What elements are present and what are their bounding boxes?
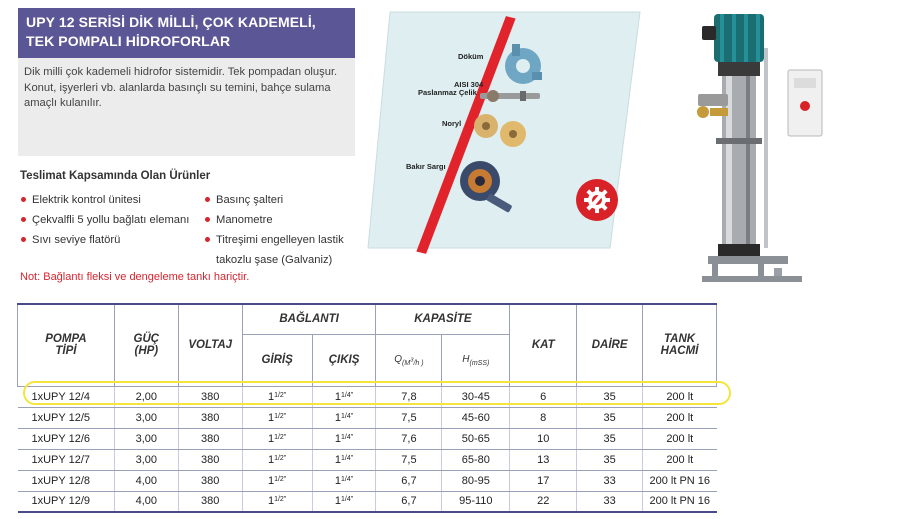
cell-kat: 10	[510, 428, 577, 449]
cell-tip: 1xUPY 12/6	[18, 428, 115, 449]
giris-main: 1	[267, 390, 275, 403]
giris-main: 1	[267, 495, 275, 508]
cell-q: 7,8	[376, 386, 442, 407]
cell-guc: 3,00	[114, 449, 178, 470]
list-item: Manometre	[204, 210, 344, 230]
cell-tank: 200 lt	[643, 407, 717, 428]
col-header-daire: DAİRE	[577, 304, 643, 386]
pump-image	[688, 8, 838, 284]
col-header-q	[376, 334, 442, 386]
note-text: Not: Bağlantı fleksi ve dengeleme tankı hariçtir.	[20, 271, 250, 283]
cikis-fraction: 1/4"	[340, 433, 354, 441]
components-illustration	[360, 8, 644, 260]
cell-tank: 200 lt PN 16	[643, 491, 717, 512]
cikis-fraction: 1/4"	[340, 454, 354, 462]
q-unit: (M	[402, 360, 411, 367]
cell-daire: 35	[577, 428, 643, 449]
cell-guc: 4,00	[114, 491, 178, 512]
label-paslanmaz: Paslanmaz Çelik	[418, 88, 477, 97]
cell-daire: 35	[577, 386, 643, 407]
cell-h: 30-45	[442, 386, 510, 407]
list-item-line: takozlu şase (Galvaniz)	[216, 254, 333, 266]
header-line: POMPA	[45, 333, 87, 346]
cell-tank: 200 lt PN 16	[643, 470, 717, 491]
cell-voltaj: 380	[178, 386, 242, 407]
cell-guc: 3,00	[114, 428, 178, 449]
col-header-giris: GİRİŞ	[242, 334, 312, 386]
col-header-baglanti: BAĞLANTI	[242, 304, 376, 334]
list-item: Çekvalfli 5 yollu bağlatı elemanı	[20, 210, 189, 230]
col-header-kapasite: KAPASİTE	[376, 304, 510, 334]
col-header-kat: KAT	[510, 304, 577, 386]
cell-kat: 13	[510, 449, 577, 470]
cell-giris	[242, 407, 312, 428]
page-title-line1: UPY 12 SERİSİ DİK MİLLİ, ÇOK KADEMELİ,	[26, 14, 316, 30]
cell-giris	[242, 428, 312, 449]
col-header-voltaj: VOLTAJ	[178, 304, 242, 386]
cell-q: 6,7	[376, 491, 442, 512]
cell-tip: 1xUPY 12/7	[18, 449, 115, 470]
cell-guc: 3,00	[114, 407, 178, 428]
cikis-main: 1	[334, 474, 341, 487]
label-noryl: Noryl	[442, 119, 462, 128]
col-header-pompa-tipi	[18, 304, 115, 386]
header-line: (HP)	[134, 345, 159, 358]
giris-fraction: 1/2"	[274, 475, 287, 483]
q-symbol: Q	[394, 354, 403, 365]
giris-main: 1	[267, 411, 275, 424]
giris-fraction: 1/2"	[274, 496, 287, 504]
q-unit-sup: 3	[410, 357, 414, 364]
col-header-h	[442, 334, 510, 386]
cell-kat: 17	[510, 470, 577, 491]
cell-cikis	[312, 407, 376, 428]
intro-text	[18, 58, 355, 156]
h-symbol: H	[462, 354, 470, 365]
cell-q: 7,6	[376, 428, 442, 449]
cell-cikis	[312, 491, 376, 512]
table-row	[18, 491, 717, 512]
cell-giris	[242, 449, 312, 470]
manifold	[698, 94, 728, 106]
cell-daire: 35	[577, 449, 643, 470]
cell-voltaj: 380	[178, 470, 242, 491]
giris-fraction: 1/2"	[274, 454, 287, 462]
col-header-cikis: ÇIKIŞ	[312, 334, 376, 386]
base-frame	[708, 256, 788, 264]
cikis-main: 1	[334, 432, 341, 445]
table-row	[18, 470, 717, 491]
cell-h: 65-80	[442, 449, 510, 470]
list-item: Sıvı seviye flatörü	[20, 230, 189, 250]
delivery-title: Teslimat Kapsamında Olan Ürünler	[20, 170, 211, 182]
cell-tip: 1xUPY 12/8	[18, 470, 115, 491]
motor-bracket	[718, 62, 760, 76]
page-title-line2: TEK POMPALI HİDROFORLAR	[26, 33, 231, 49]
cell-q: 6,7	[376, 470, 442, 491]
cikis-main: 1	[334, 453, 341, 466]
cell-h: 80-95	[442, 470, 510, 491]
header-line: GÜÇ	[133, 333, 160, 346]
cikis-fraction: 1/4"	[340, 391, 354, 399]
intro-line: Konut, işyerleri vb. alanlarda basınçlı su temini, bahçe sulama	[24, 81, 331, 94]
cikis-main: 1	[334, 390, 341, 403]
cell-h: 45-60	[442, 407, 510, 428]
header-line: HACMİ	[660, 345, 699, 358]
giris-fraction: 1/2"	[274, 433, 287, 441]
wrench-gear-icon	[576, 179, 618, 221]
giris-fraction: 1/2"	[274, 412, 287, 420]
giris-main: 1	[267, 432, 275, 445]
cell-daire: 33	[577, 470, 643, 491]
giris-main: 1	[267, 474, 275, 487]
giris-fraction: 1/2"	[274, 391, 287, 399]
cell-giris	[242, 470, 312, 491]
intro-line: amaçlı kulanılır.	[24, 97, 102, 109]
cell-voltaj: 380	[178, 449, 242, 470]
cell-voltaj: 380	[178, 491, 242, 512]
table-row	[18, 428, 717, 449]
table-row	[18, 407, 717, 428]
table-row	[18, 449, 717, 470]
label-bakir: Bakır Sargı	[406, 162, 446, 171]
h-unit: (mSS)	[469, 360, 490, 367]
cell-voltaj: 380	[178, 407, 242, 428]
spec-table	[17, 303, 717, 513]
list-item-line: Titreşimi engelleyen lastik	[216, 234, 344, 246]
cell-h: 95-110	[442, 491, 510, 512]
col-header-guc	[114, 304, 178, 386]
cell-cikis	[312, 470, 376, 491]
cell-daire: 35	[577, 407, 643, 428]
list-item	[204, 230, 344, 270]
cikis-fraction: 1/4"	[340, 475, 354, 483]
title-banner	[18, 8, 355, 58]
cell-q: 7,5	[376, 407, 442, 428]
cell-cikis	[312, 449, 376, 470]
cell-tank: 200 lt	[643, 428, 717, 449]
delivery-list-right	[204, 190, 344, 270]
col-header-tank	[643, 304, 717, 386]
label-aisi: AISI 304	[454, 80, 484, 89]
cell-h: 50-65	[442, 428, 510, 449]
cell-tip: 1xUPY 12/5	[18, 407, 115, 428]
cikis-main: 1	[334, 495, 341, 508]
q-unit-end: /h )	[413, 360, 424, 367]
cell-tip: 1xUPY 12/9	[18, 491, 115, 512]
intro-line: Dik milli çok kademeli hidrofor sistemidir. Tek pompadan oluşur.	[24, 66, 338, 78]
header-line: TİPİ	[55, 345, 77, 358]
cikis-main: 1	[334, 411, 341, 424]
pump-illustration	[688, 8, 838, 284]
cell-kat: 8	[510, 407, 577, 428]
cell-kat: 22	[510, 491, 577, 512]
list-item: Elektrik kontrol ünitesi	[20, 190, 189, 210]
header-line: TANK	[663, 333, 696, 346]
cikis-fraction: 1/4"	[340, 412, 354, 420]
list-item: Basınç şalteri	[204, 190, 344, 210]
cell-guc: 4,00	[114, 470, 178, 491]
row-highlight	[23, 381, 731, 405]
delivery-list-left	[20, 190, 189, 250]
cell-daire: 33	[577, 491, 643, 512]
cell-kat: 6	[510, 386, 577, 407]
cikis-fraction: 1/4"	[340, 496, 354, 504]
cell-giris	[242, 491, 312, 512]
cell-cikis	[312, 428, 376, 449]
components-diagram	[360, 8, 644, 260]
label-dokum: Döküm	[458, 52, 484, 61]
cell-tank: 200 lt	[643, 449, 717, 470]
cell-voltaj: 380	[178, 428, 242, 449]
cell-guc: 2,00	[114, 386, 178, 407]
giris-main: 1	[267, 453, 275, 466]
cell-tip: 1xUPY 12/4	[18, 386, 115, 407]
cell-tank: 200 lt	[643, 386, 717, 407]
cell-q: 7,5	[376, 449, 442, 470]
